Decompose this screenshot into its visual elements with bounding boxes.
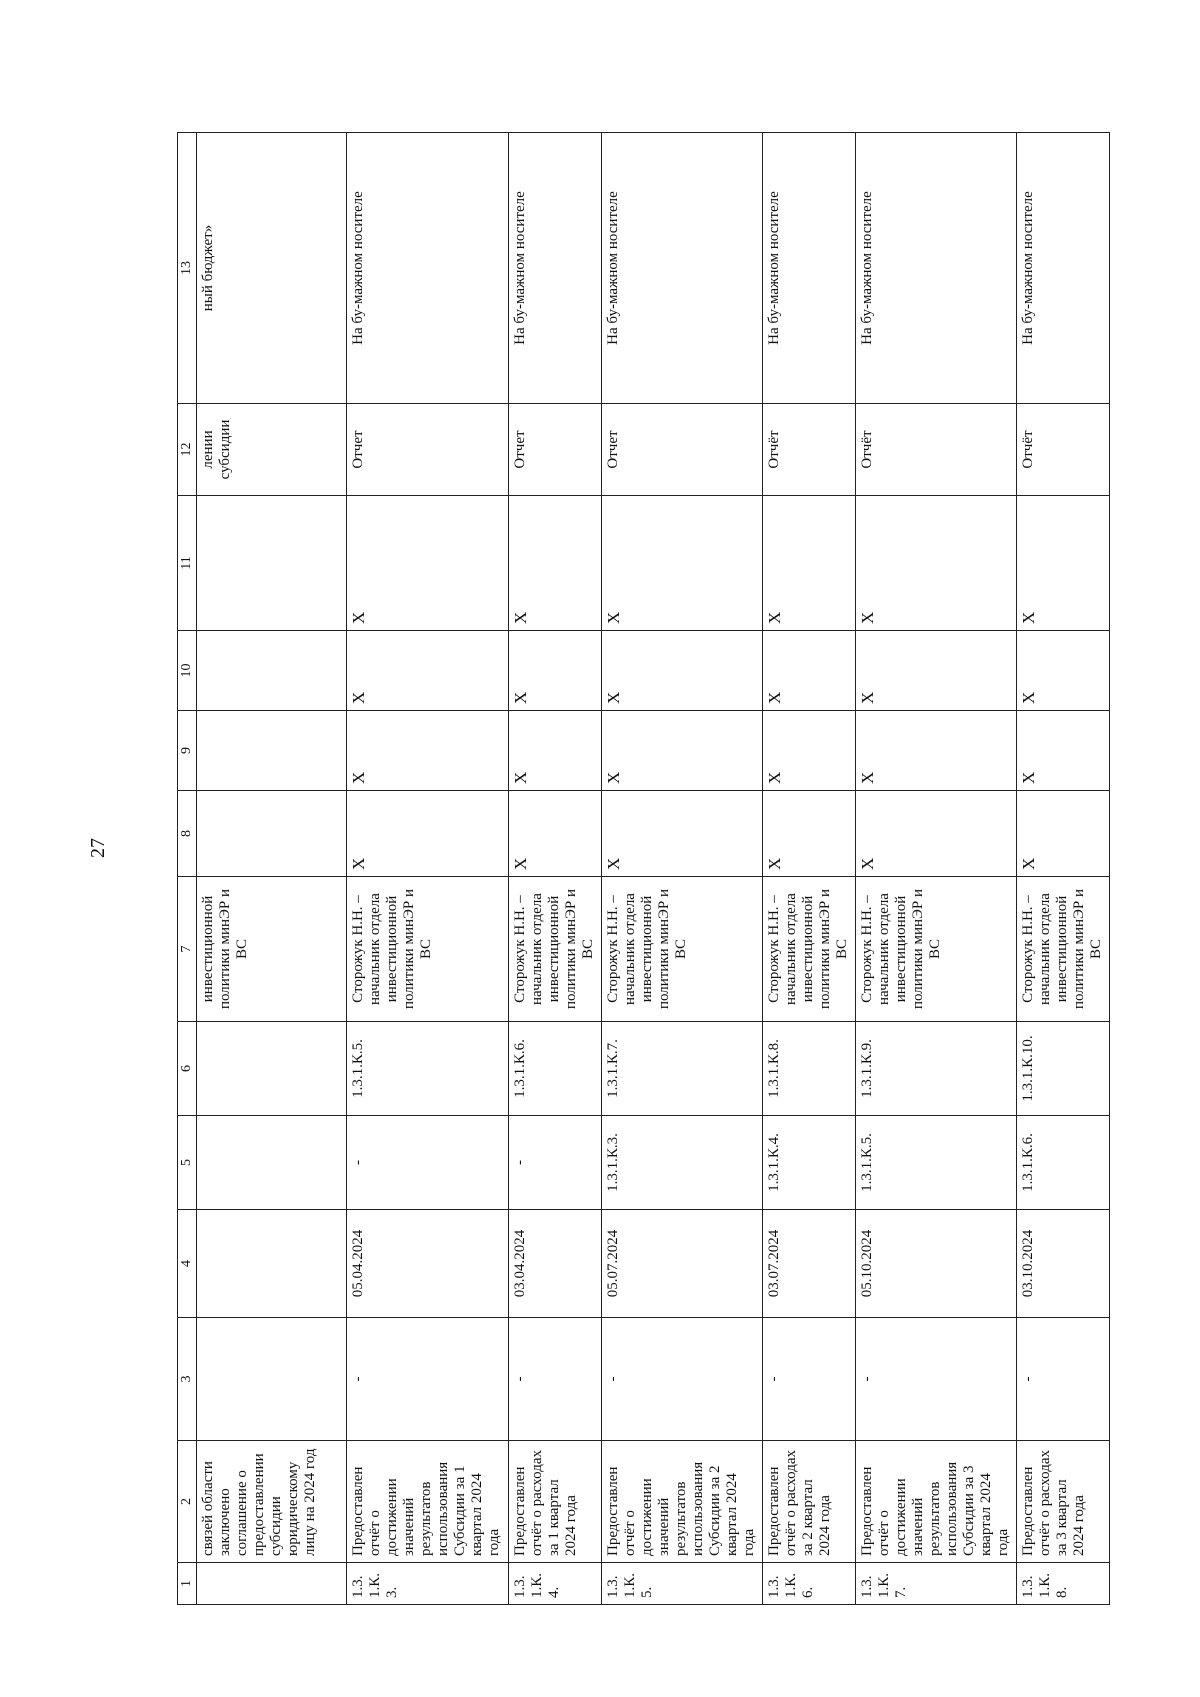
cross-cell: Х	[508, 496, 601, 631]
column-header: 6	[178, 1022, 197, 1116]
cross-cell: Х	[347, 631, 508, 711]
predecessor-cell: -	[508, 1116, 601, 1210]
table-row	[1017, 133, 1110, 1605]
table-cell	[197, 791, 347, 877]
cross-cell: Х	[508, 791, 601, 877]
cross-cell: Х	[601, 631, 762, 711]
column-header: 3	[178, 1318, 197, 1441]
row-id-cell: 1.3.1.К.5.	[601, 1563, 762, 1605]
info-system-cell: На бу-мажном носителе	[347, 133, 508, 404]
date-cell: 05.07.2024	[601, 1210, 762, 1318]
document-type-cell: Отчет	[601, 404, 762, 496]
date-cell: 03.10.2024	[1017, 1210, 1110, 1318]
table-cell	[197, 1116, 347, 1210]
table-row	[601, 133, 762, 1605]
description-cell: Предоставлен отчёт о достижении значений результатов использования Субсидии за 1 квартал 2024 года	[347, 1441, 508, 1563]
responsible-cell: Сторожук Н.Н. – начальник отдела инвестиционной политики минЭР и ВС	[1017, 877, 1110, 1022]
row-id-cell: 1.3.1.К.4.	[508, 1563, 601, 1605]
column-header: 8	[178, 791, 197, 877]
responsible-cell: Сторожук Н.Н. – начальник отдела инвестиционной политики минЭР и ВС	[601, 877, 762, 1022]
cross-cell: Х	[1017, 711, 1110, 791]
cross-cell: Х	[762, 496, 855, 631]
column-header: 12	[178, 404, 197, 496]
predecessor-cell: -	[347, 1116, 508, 1210]
responsible-cell: Сторожук Н.Н. – начальник отдела инвестиционной политики минЭР и ВС	[855, 877, 1016, 1022]
document-type-cell: Отчёт	[1017, 404, 1110, 496]
table-body	[347, 133, 1110, 1605]
cross-cell: Х	[855, 791, 1016, 877]
table-row	[762, 133, 855, 1605]
info-system-cell: На бу-мажном носителе	[1017, 133, 1110, 404]
cross-cell: Х	[508, 711, 601, 791]
column-header: 11	[178, 496, 197, 631]
column-header: 4	[178, 1210, 197, 1318]
cross-cell: Х	[347, 496, 508, 631]
description-cell: Предоставлен отчёт о достижении значений результатов использования Субсидии за 2 квартал 2024 года	[601, 1441, 762, 1563]
description-cell: Предоставлен отчёт о расходах за 3 квартал 2024 года	[1017, 1441, 1110, 1563]
column-header: 5	[178, 1116, 197, 1210]
description-cell: Предоставлен отчёт о достижении значений результатов использования Субсидии за 3 квартал 2024 года	[855, 1441, 1016, 1563]
column-number-row	[178, 133, 197, 1605]
continued-document-type: лении субсидии	[197, 404, 347, 496]
cross-cell: Х	[508, 631, 601, 711]
cross-cell: Х	[601, 791, 762, 877]
cross-cell: Х	[1017, 496, 1110, 631]
column-header: 13	[178, 133, 197, 404]
column-header: 2	[178, 1441, 197, 1563]
predecessor-cell: 1.3.1.К.6.	[1017, 1116, 1110, 1210]
predecessor-cell: 1.3.1.К.3.	[601, 1116, 762, 1210]
document-type-cell: Отчёт	[855, 404, 1016, 496]
responsible-cell: Сторожук Н.Н. – начальник отдела инвестиционной политики минЭР и ВС	[347, 877, 508, 1022]
table-cell	[197, 711, 347, 791]
row-id-cell: 1.3.1.К.6.	[762, 1563, 855, 1605]
document-type-cell: Отчет	[347, 404, 508, 496]
col3-cell: -	[601, 1318, 762, 1441]
column-header: 1	[178, 1563, 197, 1605]
page-number: 27	[87, 838, 109, 858]
info-system-cell: На бу-мажном носителе	[508, 133, 601, 404]
col3-cell: -	[508, 1318, 601, 1441]
row-id-cell: 1.3.1.К.3.	[347, 1563, 508, 1605]
document-type-cell: Отчет	[508, 404, 601, 496]
date-cell: 03.07.2024	[762, 1210, 855, 1318]
table-row	[347, 133, 508, 1605]
info-system-cell: На бу-мажном носителе	[762, 133, 855, 404]
cross-cell: Х	[762, 791, 855, 877]
cross-cell: Х	[855, 631, 1016, 711]
table-cell	[197, 1318, 347, 1441]
predecessor-cell: 1.3.1.К.5.	[855, 1116, 1016, 1210]
cross-cell: Х	[855, 711, 1016, 791]
date-cell: 05.10.2024	[855, 1210, 1016, 1318]
cross-cell: Х	[347, 791, 508, 877]
responsible-cell: Сторожук Н.Н. – начальник отдела инвестиционной политики минЭР и ВС	[508, 877, 601, 1022]
column-header: 10	[178, 631, 197, 711]
col3-cell: -	[1017, 1318, 1110, 1441]
successor-cell: 1.3.1.К.6.	[508, 1022, 601, 1116]
table-cell	[197, 1210, 347, 1318]
rotated-table-container	[177, 133, 1110, 1605]
row-id-cell: 1.3.1.К.7.	[855, 1563, 1016, 1605]
cross-cell: Х	[762, 711, 855, 791]
continuation-row	[197, 133, 347, 1605]
successor-cell: 1.3.1.К.7.	[601, 1022, 762, 1116]
description-cell: Предоставлен отчёт о расходах за 1 квартал 2024 года	[508, 1441, 601, 1563]
row-id-cell: 1.3.1.К.8.	[1017, 1563, 1110, 1605]
cross-cell: Х	[1017, 631, 1110, 711]
cross-cell: Х	[601, 496, 762, 631]
continued-description: связей области заключено соглашение о предоставлении субсидии юридическому лицу на 2024 год	[197, 1441, 347, 1563]
successor-cell: 1.3.1.К.8.	[762, 1022, 855, 1116]
successor-cell: 1.3.1.К.10.	[1017, 1022, 1110, 1116]
cross-cell: Х	[601, 711, 762, 791]
cross-cell: Х	[347, 711, 508, 791]
table-cell	[197, 1022, 347, 1116]
table-cell	[197, 631, 347, 711]
table-row	[508, 133, 601, 1605]
table-row	[855, 133, 1016, 1605]
continued-responsible: инвестиционной политики минЭР и ВС	[197, 877, 347, 1022]
date-cell: 03.04.2024	[508, 1210, 601, 1318]
cross-cell: Х	[1017, 791, 1110, 877]
continued-info-system: ный бюджет»	[197, 133, 347, 404]
cross-cell: Х	[762, 631, 855, 711]
control-points-table	[177, 132, 1110, 1605]
table-cell	[197, 496, 347, 631]
description-cell: Предоставлен отчёт о расходах за 2 квартал 2024 года	[762, 1441, 855, 1563]
successor-cell: 1.3.1.К.5.	[347, 1022, 508, 1116]
predecessor-cell: 1.3.1.К.4.	[762, 1116, 855, 1210]
table-cell	[197, 1563, 347, 1605]
col3-cell: -	[855, 1318, 1016, 1441]
cross-cell: Х	[855, 496, 1016, 631]
date-cell: 05.04.2024	[347, 1210, 508, 1318]
successor-cell: 1.3.1.К.9.	[855, 1022, 1016, 1116]
responsible-cell: Сторожук Н.Н. – начальник отдела инвестиционной политики минЭР и ВС	[762, 877, 855, 1022]
info-system-cell: На бу-мажном носителе	[855, 133, 1016, 404]
document-type-cell: Отчёт	[762, 404, 855, 496]
info-system-cell: На бу-мажном носителе	[601, 133, 762, 404]
col3-cell: -	[762, 1318, 855, 1441]
col3-cell: -	[347, 1318, 508, 1441]
column-header: 9	[178, 711, 197, 791]
column-header: 7	[178, 877, 197, 1022]
